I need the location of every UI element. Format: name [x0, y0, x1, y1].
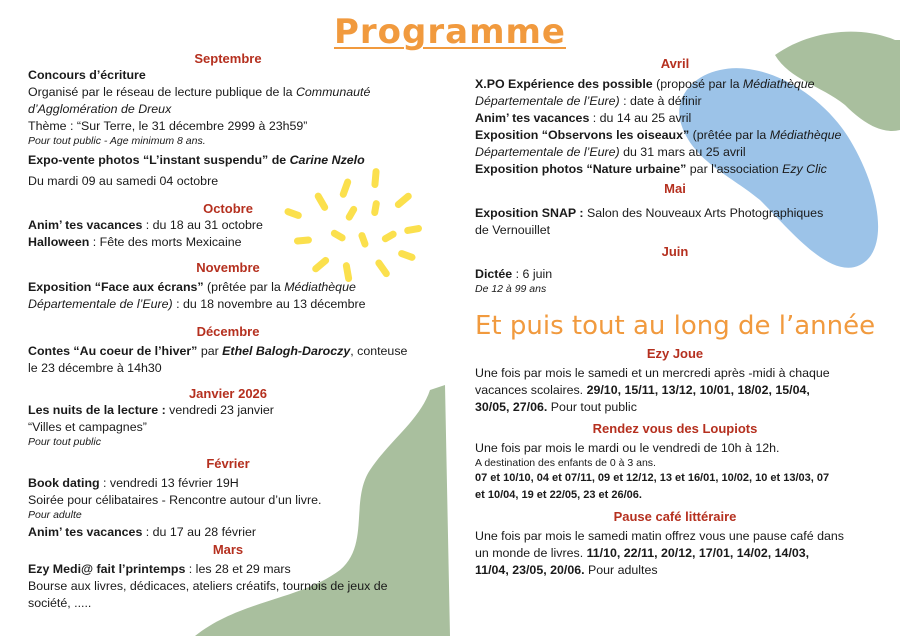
event-line: de Vernouillet	[475, 223, 551, 237]
event-note: Pour adulte	[28, 509, 82, 521]
event-date: Du mardi 09 au samedi 04 octobre	[28, 174, 219, 188]
event-line: Anim’ tes vacances : du 18 au 31 octobre	[28, 218, 263, 232]
event-line: Dictée : 6 juin	[475, 267, 553, 281]
activity-heading-loupiots: Rendez vous des Loupiots	[592, 421, 758, 436]
event-line: Exposition photos “Nature urbaine” par l’association Ezy Clic	[475, 162, 827, 176]
event-note: De 12 à 99 ans	[475, 283, 547, 295]
right-column	[475, 55, 875, 579]
activity-heading-ezy-joue: Ezy Joue	[646, 346, 704, 361]
activity-dates: et 10/04, 19 et 22/05, 23 et 26/06.	[475, 489, 642, 501]
event-line: Exposition SNAP : Salon des Nouveaux Arts Photographiques	[475, 206, 824, 220]
event-note: Pour tout public - Age minimum 8 ans.	[28, 135, 206, 147]
page-title: Programme	[333, 12, 566, 52]
event-theme: Thème : “Sur Terre, le 31 décembre 2999 à 23h59”	[28, 119, 308, 133]
event-title: Concours d’écriture	[28, 68, 146, 82]
activity-line: Une fois par mois le mardi ou le vendredi de 10h à 12h.	[475, 441, 780, 455]
month-heading-septembre: Septembre	[194, 51, 262, 66]
activity-audience: A destination des enfants de 0 à 3 ans.	[475, 457, 656, 469]
event-note: Pour tout public	[28, 436, 101, 448]
activity-line: Une fois par mois le samedi et un mercredi après -midi à chaque	[475, 366, 830, 380]
event-title: Expo-vente photos “L’instant suspendu” de Carine Nzelo	[28, 153, 365, 167]
activity-line: Une fois par mois le samedi matin offrez vous une pause café dans	[475, 529, 844, 543]
event-line: Anim’ tes vacances : du 14 au 25 avril	[475, 111, 692, 125]
event-desc: société, .....	[28, 596, 92, 610]
activity-line: 30/05, 27/06. Pour tout public	[475, 400, 637, 414]
month-heading-janvier: Janvier 2026	[188, 386, 268, 401]
section-subtitle: Et puis tout au long de l’année	[475, 311, 876, 341]
event-line: Les nuits de la lecture : vendredi 23 janvier	[28, 403, 274, 417]
event-line: X.PO Expérience des possible (proposé par la Médiathèque	[475, 77, 815, 91]
event-theme: “Villes et campagnes”	[28, 420, 147, 434]
event-desc: Soirée pour célibataires - Rencontre autour d’un livre.	[28, 493, 322, 507]
month-heading-juin: Juin	[661, 244, 689, 259]
month-heading-mai: Mai	[664, 181, 686, 196]
event-line: Book dating : vendredi 13 février 19H	[28, 476, 239, 490]
activity-line: 11/04, 23/05, 20/06. Pour adultes	[475, 563, 658, 577]
event-line: Anim’ tes vacances : du 17 au 28 février	[28, 525, 256, 539]
event-desc: Organisé par le réseau de lecture publique de la Communauté	[28, 85, 371, 99]
event-desc: d’Agglomération de Dreux	[28, 102, 172, 116]
month-heading-mars: Mars	[212, 542, 244, 557]
event-line: Exposition “Observons les oiseaux” (prêtée par la Médiathèque	[475, 128, 842, 142]
activity-line: vacances scolaires. 29/10, 15/11, 13/12, 10/01, 18/02, 15/04,	[475, 383, 810, 397]
month-heading-fevrier: Février	[206, 456, 250, 471]
event-line: Contes “Au coeur de l’hiver” par Ethel Balogh-Daroczy, conteuse	[28, 344, 408, 358]
activity-heading-cafe: Pause café littéraire	[613, 509, 737, 524]
event-line: Ezy Medi@ fait l’printemps : les 28 et 29 mars	[28, 562, 291, 576]
event-line: Halloween : Fête des morts Mexicaine	[28, 235, 242, 249]
event-line: Départementale de l’Eure) du 31 mars au 25 avril	[475, 145, 746, 159]
activity-dates: 07 et 10/10, 04 et 07/11, 09 et 12/12, 13 et 16/01, 10/02, 10 et 13/03, 07	[475, 472, 830, 484]
month-heading-avril: Avril	[660, 56, 690, 71]
event-line: Départementale de l’Eure) : du 18 novembre au 13 décembre	[28, 297, 366, 311]
activity-line: un monde de livres. 11/10, 22/11, 20/12, 17/01, 14/02, 14/03,	[475, 546, 810, 560]
month-heading-octobre: Octobre	[203, 201, 253, 216]
event-line: Départementale de l’Eure) : date à définir	[475, 94, 702, 108]
event-date: le 23 décembre à 14h30	[28, 361, 162, 375]
left-column	[28, 50, 428, 612]
event-desc: Bourse aux livres, dédicaces, ateliers créatifs, tournois de jeux de	[28, 579, 388, 593]
month-heading-decembre: Décembre	[196, 324, 260, 339]
month-heading-novembre: Novembre	[196, 260, 260, 275]
event-line: Exposition “Face aux écrans” (prêtée par la Médiathèque	[28, 280, 356, 294]
